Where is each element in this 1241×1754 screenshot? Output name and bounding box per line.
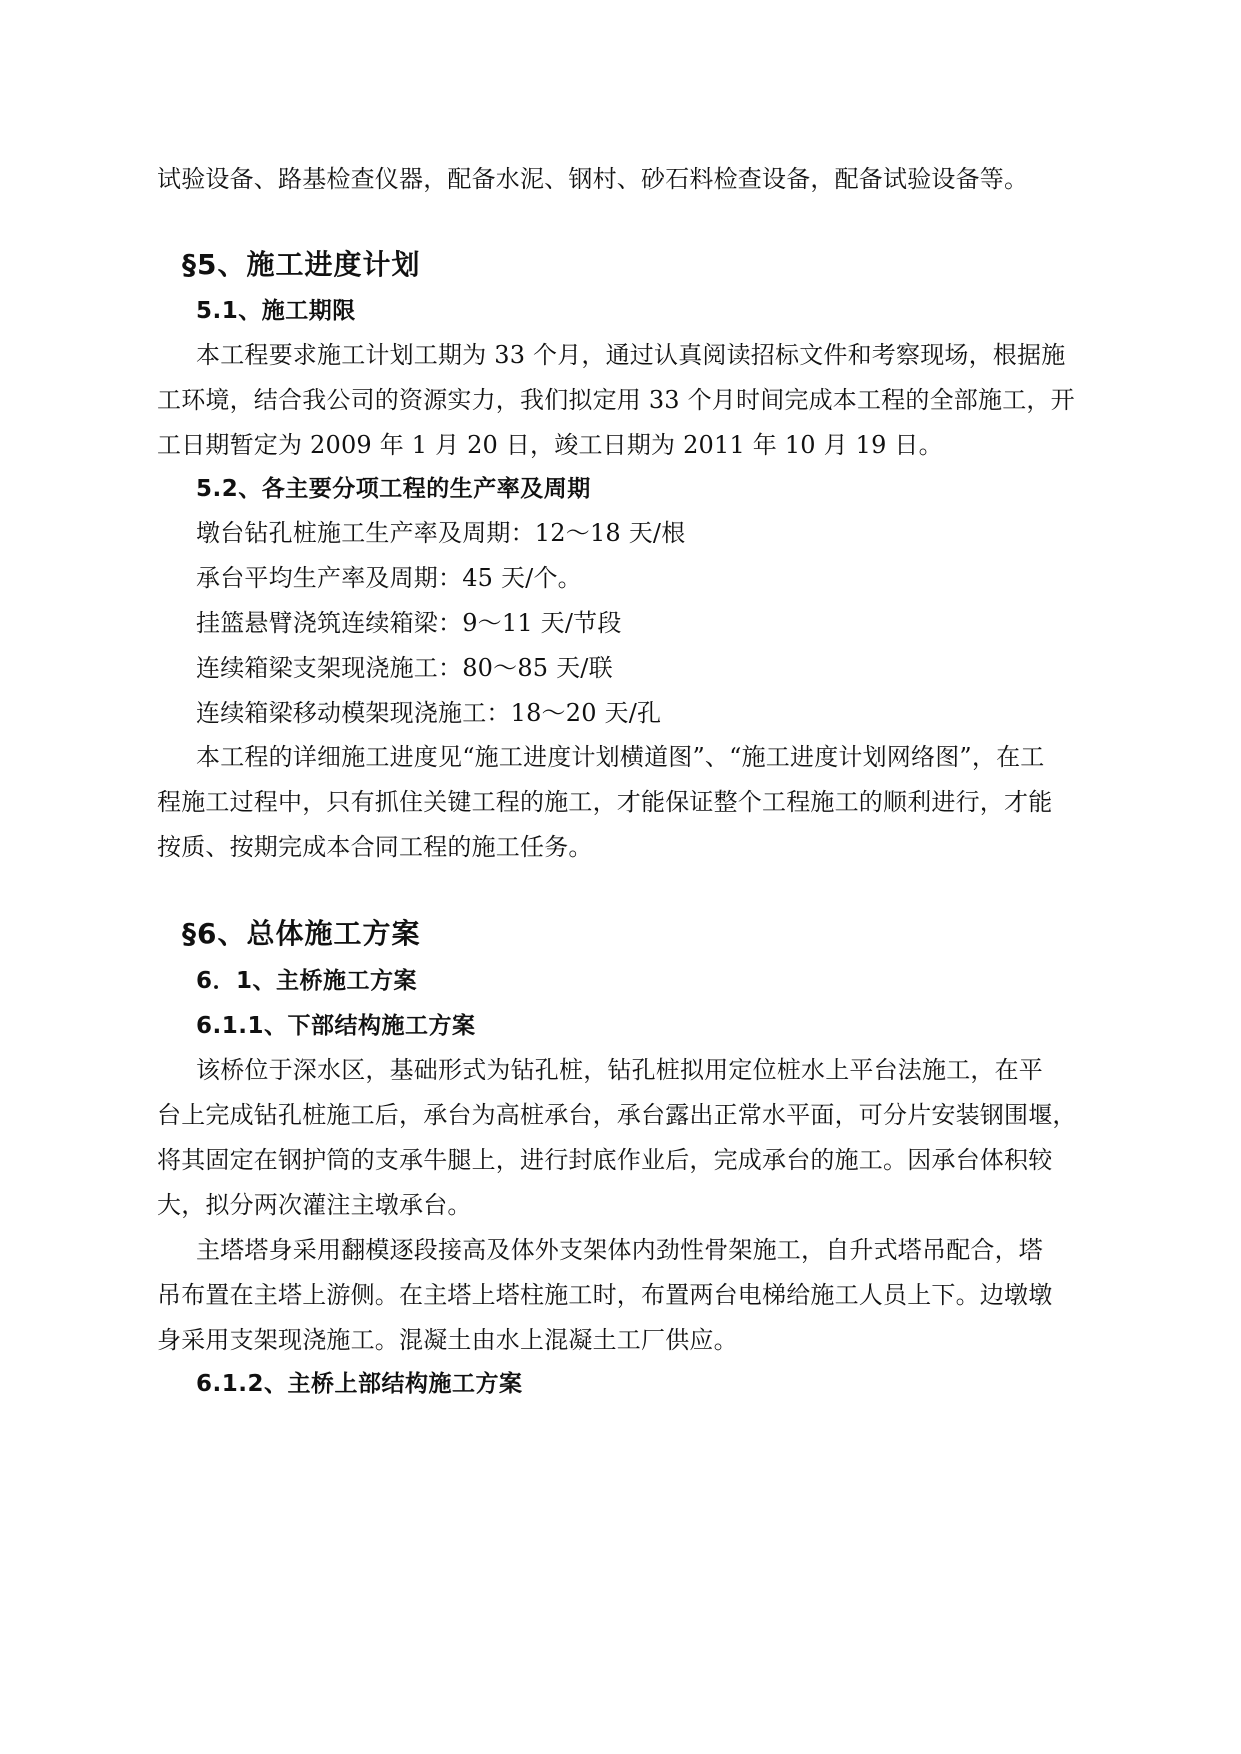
subsection-6-1-heading: 6．1、主桥施工方案	[196, 968, 418, 994]
list-item: 挂篮悬臂浇筑连续箱梁：9～11 天/节段	[196, 609, 622, 637]
paragraph-line: 按质、按期完成本合同工程的施工任务。	[157, 833, 593, 861]
section-6-heading: §6、总体施工方案	[182, 917, 421, 950]
paragraph-line: 主塔塔身采用翻模逐段接高及体外支架体内劲性骨架施工，自升式塔吊配合，塔	[196, 1236, 1043, 1264]
paragraph-line: 本工程要求施工计划工期为 33 个月，通过认真阅读招标文件和考察现场，根据施	[196, 341, 1066, 369]
paragraph-line: 吊布置在主塔上游侧。在主塔上塔柱施工时，布置两台电梯给施工人员上下。边墩墩	[157, 1281, 1053, 1309]
paragraph-line: 身采用支架现浇施工。混凝土由水上混凝土工厂供应。	[157, 1326, 738, 1354]
paragraph-line: 台上完成钻孔桩施工后，承台为高桩承台，承台露出正常水平面，可分片安装钢围堰，	[157, 1101, 1077, 1129]
list-item: 连续箱梁支架现浇施工：80～85 天/联	[196, 654, 613, 682]
paragraph-line: 程施工过程中，只有抓住关键工程的施工，才能保证整个工程施工的顺利进行，才能	[157, 788, 1053, 816]
subsection-6-1-1-heading: 6.1.1、下部结构施工方案	[196, 1013, 476, 1039]
list-item: 承台平均生产率及周期：45 天/个。	[196, 564, 582, 592]
subsection-5-1-heading: 5.1、施工期限	[196, 298, 356, 324]
subsection-5-2-heading: 5.2、各主要分项工程的生产率及周期	[196, 476, 591, 502]
list-item: 墩台钻孔桩施工生产率及周期：12～18 天/根	[196, 519, 686, 547]
paragraph-line: 大，拟分两次灌注主墩承台。	[157, 1191, 472, 1219]
subsection-6-1-2-heading: 6.1.2、主桥上部结构施工方案	[196, 1371, 523, 1397]
paragraph-line: 本工程的详细施工进度见“施工进度计划横道图”、“施工进度计划网络图”，在工	[196, 743, 1045, 771]
paragraph-line: 工环境，结合我公司的资源实力，我们拟定用 33 个月时间完成本工程的全部施工，开	[157, 386, 1075, 414]
section-5-heading: §5、施工进度计划	[182, 248, 421, 281]
paragraph-line: 工日期暂定为 2009 年 1 月 20 日，竣工日期为 2011 年 10 月 19 日。	[157, 431, 943, 459]
paragraph-line: 将其固定在钢护筒的支承牛腿上，进行封底作业后，完成承台的施工。因承台体积较	[157, 1146, 1053, 1174]
intro-text-line: 试验设备、路基检查仪器，配备水泥、钢村、砂石料检查设备，配备试验设备等。	[157, 165, 1029, 193]
list-item: 连续箱梁移动模架现浇施工：18～20 天/孔	[196, 699, 662, 727]
paragraph-line: 该桥位于深水区，基础形式为钻孔桩，钻孔桩拟用定位桩水上平台法施工，在平	[196, 1056, 1043, 1084]
